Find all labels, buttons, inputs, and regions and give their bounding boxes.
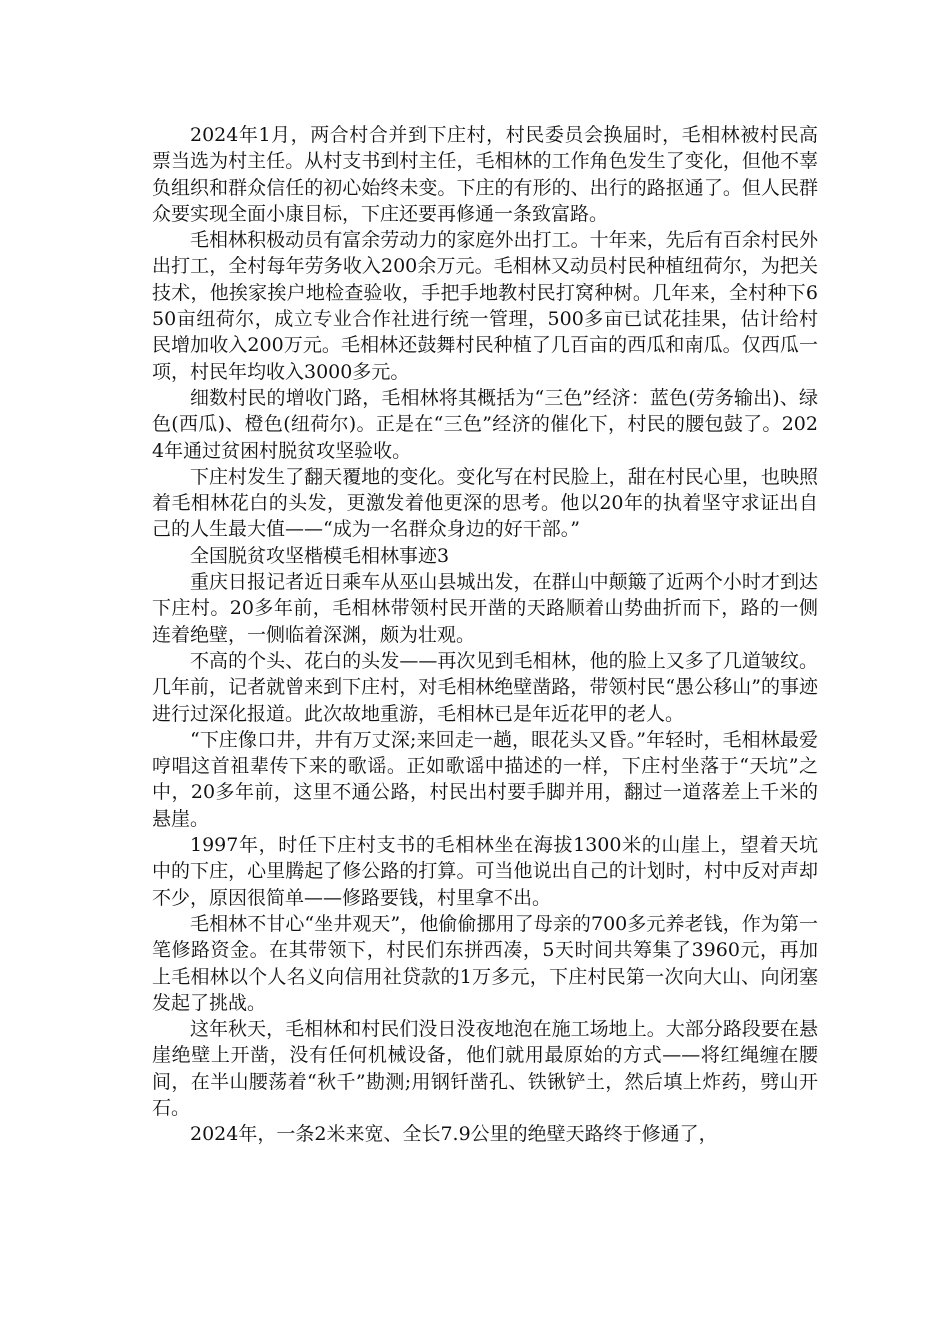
- paragraph: 1997年，时任下庄村支书的毛相林坐在海拔1300米的山崖上，望着天坑中的下庄，心里腾起了修公路的打算。可当他说出自己的计划时，村中反对声却不少，原因很简单——修路要钱，村里拿不出。: [152, 834, 818, 909]
- paragraph: 2024年1月，两合村合并到下庄村，村民委员会换届时，毛相林被村民高票当选为村主任。从村支书到村主任，毛相林的工作角色发生了变化，但他不辜负组织和群众信任的初心始终未变。下庄的有形的、出行的路抠通了。但人民群众要实现全面小康目标，下庄还要再修通一条致富路。: [152, 124, 818, 225]
- document-page: [152, 122, 818, 1148]
- paragraph: “下庄像口井，井有万丈深;来回走一趟，眼花头又昏。”年轻时，毛相林最爱哼唱这首祖辈传下来的歌谣。正如歌谣中描述的一样，下庄村坐落于“天坑”之中，20多年前，这里不通公路，村民出村要手脚并用，翻过一道落差上千米的悬崖。: [152, 728, 818, 830]
- paragraph: 重庆日报记者近日乘车从巫山县城出发，在群山中颠簸了近两个小时才到达下庄村。20多年前，毛相林带领村民开凿的天路顺着山势曲折而下，路的一侧连着绝壁，一侧临着深渊，颇为壮观。: [152, 571, 818, 646]
- paragraph: 2024年，一条2米来宽、全长7.9公里的绝壁天路终于修通了，: [190, 1123, 718, 1146]
- paragraph: 毛相林积极动员有富余劳动力的家庭外出打工。十年来，先后有百余村民外出打工，全村每年劳务收入200余万元。毛相林又动员村民种植纽荷尔，为把关技术，他挨家挨户地检查验收，手把手地教村民打窝种树。几年来，全村种下650亩纽荷尔，成立专业合作社进行统一管理，500多亩已试花挂果，估计给村民增加收入200万元。毛相林还鼓舞村民种植了几百亩的西瓜和南瓜。仅西瓜一项，村民年均收入3000多元。: [152, 229, 818, 383]
- paragraph: 毛相林不甘心“坐井观天”，他偷偷挪用了母亲的700多元养老钱，作为第一笔修路资金。在其带领下，村民们东拼西凑，5天时间共筹集了3960元，再加上毛相林以个人名义向信用社贷款的1万多元，下庄村民第一次向大山、向闭塞发起了挑战。: [152, 912, 818, 1014]
- paragraph: 细数村民的增收门路，毛相林将其概括为“三色”经济：蓝色(劳务输出)、绿色(西瓜)、橙色(纽荷尔)。正是在“三色”经济的催化下，村民的腰包鼓了。2024年通过贫困村脱贫攻坚验收。: [152, 386, 818, 462]
- paragraph: 不高的个头、花白的头发——再次见到毛相林，他的脸上又多了几道皱纹。几年前，记者就曾来到下庄村，对毛相林绝壁凿路，带领村民“愚公移山”的事迹进行过深化报道。此次故地重游，毛相林已是年近花甲的老人。: [152, 649, 818, 725]
- paragraph: 这年秋天，毛相林和村民们没日没夜地泡在施工场地上。大部分路段要在悬崖绝壁上开凿，没有任何机械设备，他们就用最原始的方式——将红绳缠在腰间，在半山腰荡着“秋千”勘测;用钢钎凿孔、铁锹铲土，然后填上炸药，劈山开石。: [152, 1018, 818, 1119]
- section-heading: 全国脱贫攻坚楷模毛相林事迹3: [190, 544, 450, 567]
- paragraph: 下庄村发生了翻天覆地的变化。变化写在村民脸上，甜在村民心里，也映照着毛相林花白的头发，更激发着他更深的思考。他以20年的执着坚守求证出自己的人生最大值——“成为一名群众身边的好干部。”: [152, 465, 818, 541]
